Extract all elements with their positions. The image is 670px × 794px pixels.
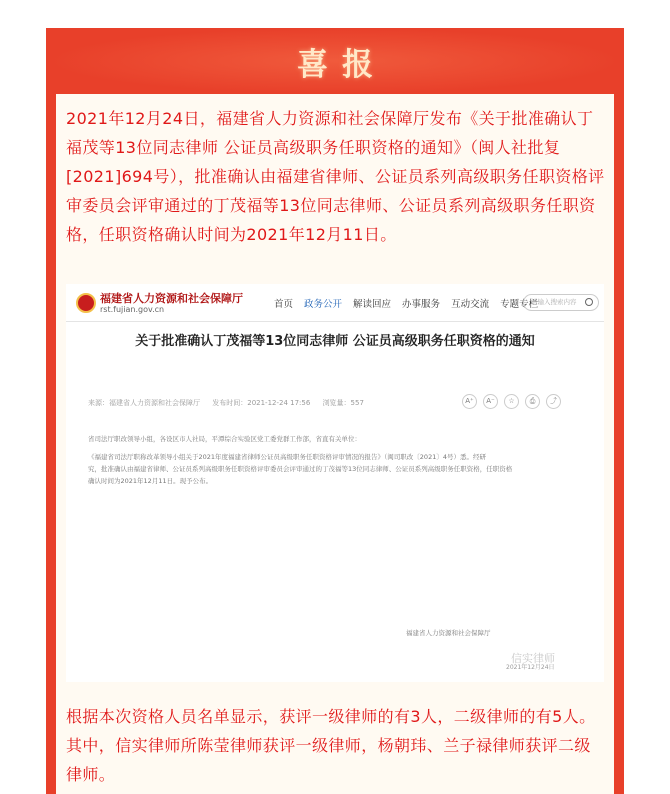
nav-item-services[interactable]: 办事服务 [402, 299, 441, 310]
site-name: 福建省人力资源和社会保障厅 [100, 292, 243, 305]
notice-body-line: 确认时间为2021年12月11日。现予公布。 [88, 477, 213, 485]
font-increase-icon[interactable]: A⁺ [462, 394, 477, 409]
nav-item-home[interactable]: 首页 [274, 299, 294, 310]
notice-date: 2021年12月24日 [506, 664, 555, 671]
intro-paragraph: 2021年12月24日，福建省人力资源和社会保障厅发布《关于批准确认丁福茂等13位同志律师 公证员高级职务任职资格的通知》（闽人社批复[2021]694号），批准确认由福建省律师、公证员系列高级职务任职资格评审委员会评审通过的丁茂福等13位同志律师、公证员系列高级职务任职资格，任职资格确认时间为2021年12月11日。 [66, 109, 605, 244]
meta-views: 浏览量：557 [322, 399, 364, 407]
nav-item-topics[interactable]: 专题专栏 [500, 299, 539, 310]
nav-item-interaction[interactable]: 互动交流 [451, 299, 490, 310]
content-panel [56, 94, 614, 794]
result-paragraph: 根据本次资格人员名单显示，获评一级律师的有3人，二级律师的有5人。其中，信实律师所陈莹律师获评一级律师，杨朝玮、兰子禄律师获评二级律师。 [66, 707, 596, 784]
notice-screenshot [66, 284, 604, 682]
site-url: rst.fujian.gov.cn [100, 305, 165, 314]
notice-meta [88, 398, 374, 408]
favorite-icon[interactable]: ☆ [504, 394, 519, 409]
site-header [66, 284, 604, 322]
watermark: 信实律师 [511, 652, 555, 665]
meta-source: 来源：福建省人力资源和社会保障厅 [88, 399, 200, 407]
banner [46, 28, 624, 94]
notice-signature: 福建省人力资源和社会保障厅 [406, 629, 491, 637]
search-icon[interactable] [585, 298, 593, 306]
announcement-frame [46, 28, 624, 794]
print-icon[interactable]: ⎙ [525, 394, 540, 409]
notice-body-line: 究，批准确认由福建省律师、公证员系列高级职务任职资格评审委员会评审通过的丁茂福等13位同志律师、公证员系列高级职务任职资格，任职资格 [88, 465, 513, 473]
notice-title: 关于批准确认丁茂福等13位同志律师 公证员高级职务任职资格的通知 [135, 334, 535, 349]
article-tools [462, 394, 561, 409]
search-placeholder: 请输入搜索内容 [531, 298, 577, 306]
nav-item-gov-affairs[interactable]: 政务公开 [304, 299, 343, 310]
notice-body-line: 《福建省司法厅职称改革领导小组关于2021年度福建省律师公证员高级职务任职资格评审情况的报告》（闽司职改〔2021〕4号）悉。经研 [88, 453, 486, 461]
notice-body-line: 省司法厅职改领导小组，各设区市人社局，平潭综合实验区党工委党群工作部，省直有关单位： [88, 435, 361, 443]
meta-time: 发布时间：2021-12-24 17:56 [212, 399, 311, 407]
emblem-icon [76, 293, 96, 313]
nav-item-interpretation[interactable]: 解读回应 [353, 299, 392, 310]
site-nav [274, 296, 549, 310]
banner-title: 喜报 [297, 46, 387, 83]
font-decrease-icon[interactable]: A⁻ [483, 394, 498, 409]
search-input[interactable] [523, 294, 599, 311]
share-icon[interactable]: ⤴ [546, 394, 561, 409]
